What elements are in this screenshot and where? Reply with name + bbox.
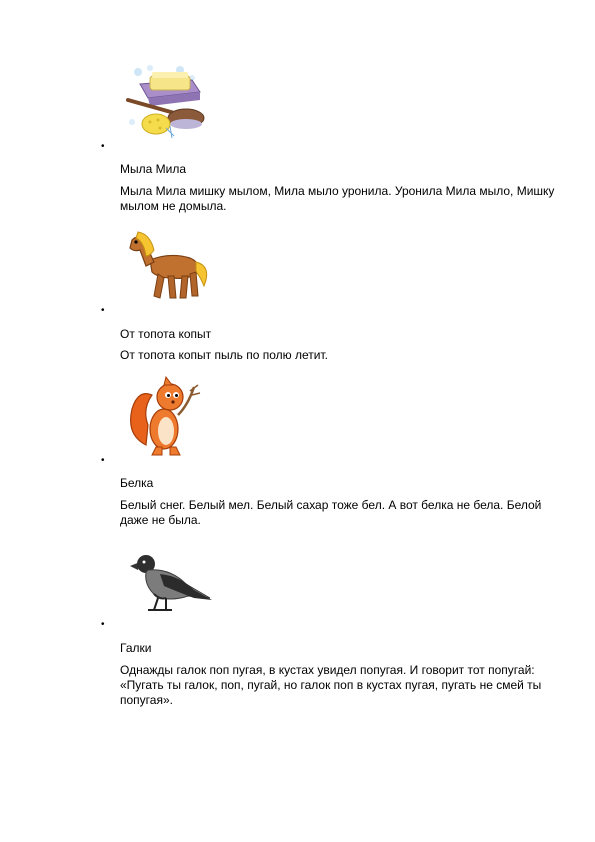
item-text: Мыла Мила мишку мылом, Мила мыло уронила. Уронила Мила мыло, Мишку мылом не домыла. (120, 184, 555, 213)
item-title: От топота копыт (120, 327, 212, 341)
item-text: Белый снег. Белый мел. Белый сахар тоже бел. А вот белка не бела. Белой даже не была. (120, 498, 542, 527)
bullet: • (101, 141, 105, 152)
bullet: • (101, 619, 105, 630)
item-title: Галки (120, 641, 152, 655)
item-text: Однажды галок поп пугая, в кустах увидел попугая. И говорит тот попугай: «Пугать ты галок, поп, пугай, но галок поп в кустах пугая, пугать не смей ты попугая». (120, 663, 542, 707)
horse-icon (120, 226, 215, 311)
crow-icon (120, 540, 215, 625)
bullet: • (101, 455, 105, 466)
soap-and-brush-icon (120, 62, 210, 147)
item-title: Мыла Мила (120, 162, 187, 176)
item-text: От топота копыт пыль по полю летит. (120, 348, 328, 362)
squirrel-icon (120, 375, 205, 465)
item-title: Белка (120, 476, 154, 490)
bullet: • (101, 305, 105, 316)
